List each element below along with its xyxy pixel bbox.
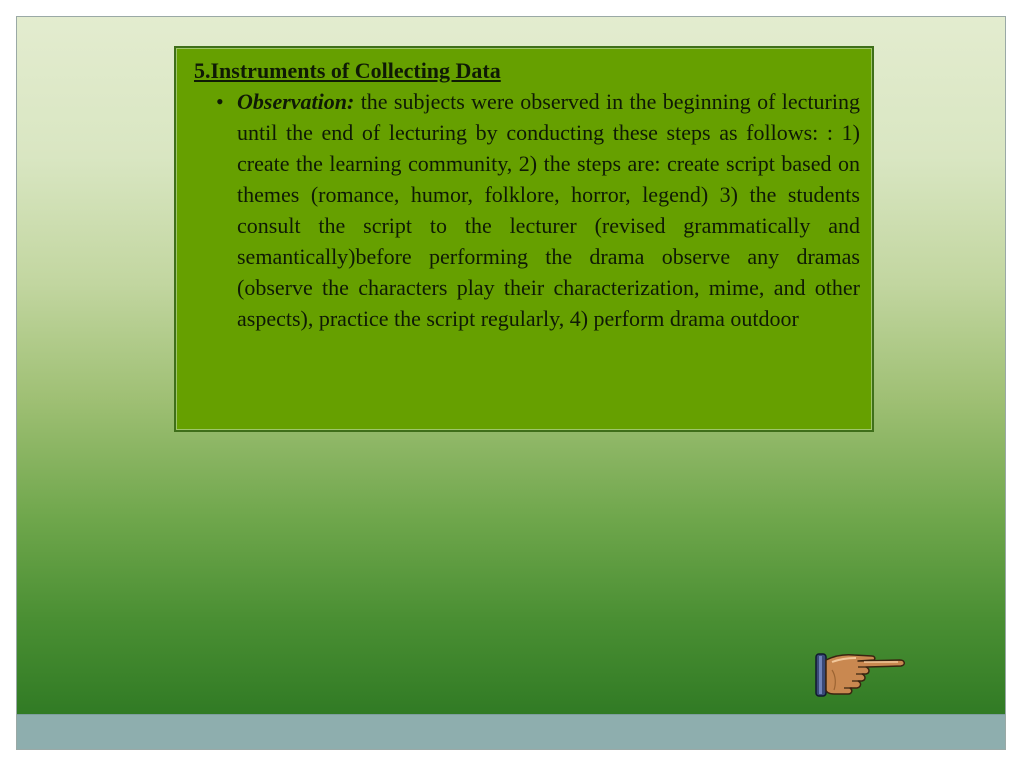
bullet-body: the subjects were observed in the beginning of lecturing until the end of lecturing by conducting these steps as follows: : 1) create the learning community, 2) the steps are: create script based on themes (romance, humor, folklore, horror, legend) 3) the students consult the script to the lecturer (revised grammatically and semantically)before performing the drama observe any dramas (observe the characters play their characterization, mime, and other aspects), practice the script regularly, 4) perform drama outdoor [237, 89, 860, 331]
pointing-hand-icon[interactable] [814, 646, 908, 700]
bullet-item [194, 86, 860, 334]
footer-bar [17, 714, 1005, 749]
bullet-term: Observation: [237, 89, 355, 114]
bullet-dot: • [216, 89, 224, 114]
slide-heading: 5.Instruments of Collecting Data [194, 58, 501, 83]
bullet-text [237, 86, 860, 334]
content-box [174, 46, 874, 432]
